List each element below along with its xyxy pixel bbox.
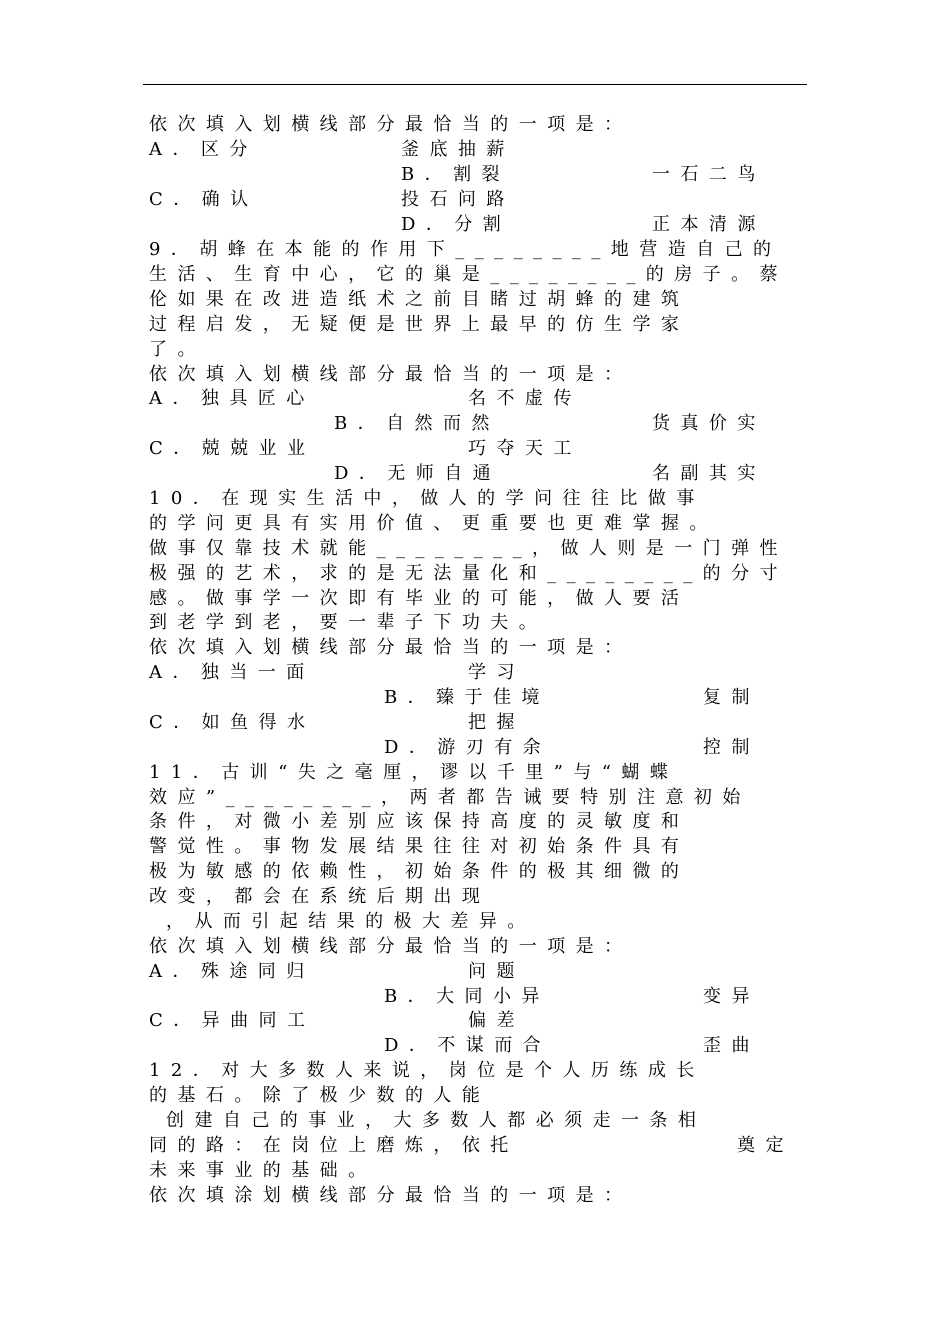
text-line: 9．胡蜂在本能的作用下________地营造自己的 [149,239,782,260]
text-line: 投石问路 [401,189,515,210]
text-line: 未来事业的基础。 [149,1160,377,1181]
text-line: 复制 [703,687,760,708]
text-line: 10．在现实生活中，做人的学问往往比做事 [149,488,705,509]
text-line: C．异曲同工 [149,1010,316,1031]
text-line: A．独当一面 [149,662,315,683]
text-line: B．臻于佳境 [384,687,550,708]
text-line: 同的路：在岗位上磨炼，依托 [149,1135,519,1156]
text-line: 依次填入划横线部分最恰当的一项是： [149,936,633,957]
text-line: 生活、生育中心，它的巢是________的房子。蔡 [149,264,788,285]
text-line: 问题 [468,961,525,982]
text-line: 把握 [468,712,525,733]
text-line: B．大同小异 [384,986,550,1007]
text-line: 偏差 [468,1010,525,1031]
text-line: 控制 [703,737,760,758]
text-line: 警觉性。事物发展结果往往对初始条件具有 [149,836,690,857]
text-line: B．自然而然 [334,413,500,434]
text-line: 变异 [703,986,760,1007]
text-line: 到老学到老，要一辈子下功夫。 [149,612,548,633]
text-line: D．不谋而合 [384,1035,552,1056]
text-line: 依次填入划横线部分最恰当的一项是： [149,637,633,658]
text-line: 依次填入划横线部分最恰当的一项是： [149,364,633,385]
text-line: ，从而引起结果的极大差异。 [166,911,536,932]
text-line: 11．古训“失之毫厘，谬以千里”与“蝴蝶 [149,762,679,783]
text-line: 感。做事学一次即有毕业的可能，做人要活 [149,588,690,609]
text-line: 正本清源 [652,214,766,235]
text-line: 的学问更具有实用价值、更重要也更难掌握。 [149,513,718,534]
text-line: C．确认 [149,189,259,210]
text-line: 歪曲 [703,1035,760,1056]
text-line: C．如鱼得水 [149,712,316,733]
text-line: 极强的艺术，求的是无法量化和________的分寸 [149,563,788,584]
text-line: 做事仅靠技术就能________，做人则是一门弹性 [149,538,788,559]
text-line: 伦如果在改进造纸术之前目睹过胡蜂的建筑 [149,289,690,310]
text-line: 了。 [149,339,206,360]
text-line: 12．对大多数人来说，岗位是个人历练成长 [149,1060,705,1081]
text-line: A．独具匠心 [149,388,315,409]
text-line: 一石二鸟 [652,164,766,185]
text-line: 改变，都会在系统后期出现 [149,886,491,907]
text-line: 学习 [468,662,525,683]
text-line: 釜底抽薪 [401,139,515,160]
text-line: D．无师自通 [334,463,502,484]
text-line: A．殊途同归 [149,961,315,982]
text-line: 的基石。除了极少数的人能 [149,1085,491,1106]
header-rule [143,84,807,85]
text-line: B．割裂 [401,164,510,185]
text-line: 货真价实 [652,413,766,434]
text-line: 依次填涂划横线部分最恰当的一项是： [149,1185,633,1206]
text-line: D．游刃有余 [384,737,552,758]
text-line: 效应”________，两者都告诫要特别注意初始 [149,787,751,808]
text-line: 名副其实 [652,463,766,484]
text-line: 依次填入划横线部分最恰当的一项是： [149,114,633,135]
text-line: D．分割 [401,214,512,235]
text-line: 巧夺天工 [468,438,582,459]
text-line: C．兢兢业业 [149,438,316,459]
text-line: 极为敏感的依赖性，初始条件的极其细微的 [149,861,690,882]
text-line: 名不虚传 [468,388,582,409]
text-line: 条件，对微小差别应该保持高度的灵敏度和 [149,811,690,832]
text-line: 创建自己的事业，大多数人都必须走一条相 [166,1110,707,1131]
text-line: A．区分 [149,139,258,160]
text-line: 奠定 [737,1135,794,1156]
text-line: 过程启发，无疑便是世界上最早的仿生学家 [149,314,690,335]
